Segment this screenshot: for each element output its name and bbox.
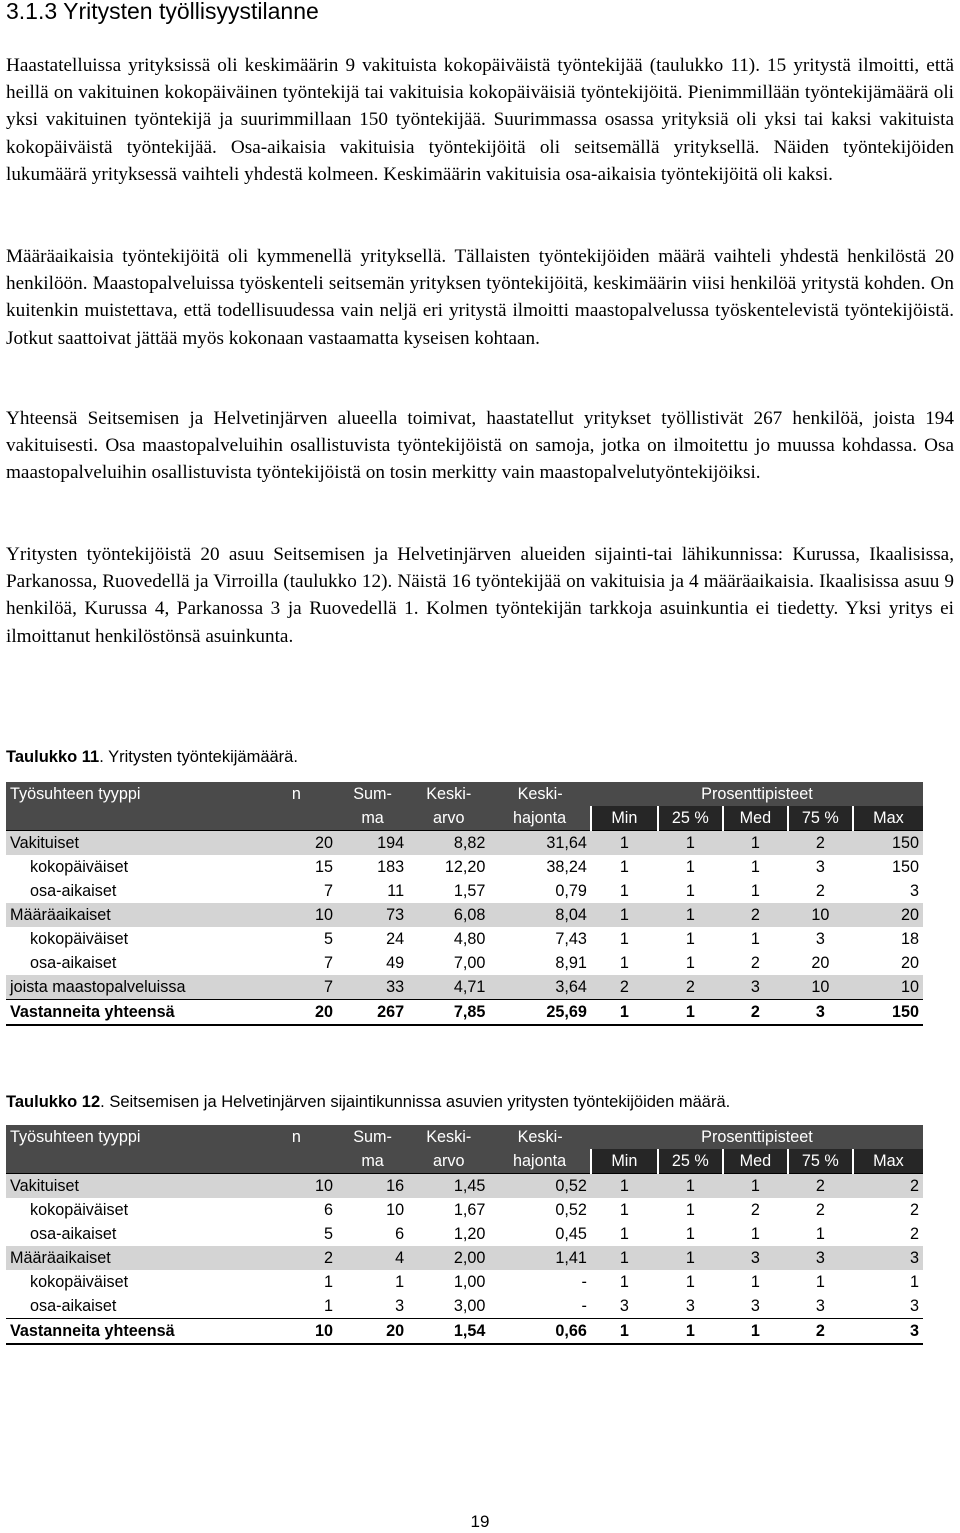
header-n: n	[256, 782, 337, 806]
cell-n: 7	[324, 881, 334, 900]
cell-p25: 1	[685, 1200, 695, 1219]
cell-sd: -	[581, 1272, 587, 1291]
cell-avg: 1,45	[408, 1174, 489, 1199]
cell-label: joista maastopalveluissa	[6, 975, 256, 1000]
cell-sum: 6	[395, 1224, 405, 1243]
cell-min: 1	[619, 857, 629, 876]
table-11	[6, 782, 923, 1026]
table-row	[6, 855, 923, 879]
cell-p25: 1	[658, 831, 723, 856]
table-row	[6, 951, 923, 975]
cell-p75: 20	[811, 953, 830, 972]
cell-sd: 31,64	[489, 831, 591, 856]
cell-avg: 1,67	[453, 1200, 486, 1219]
cell-sd: 7,43	[555, 929, 587, 948]
cell-p25: 1	[658, 1000, 723, 1026]
cell-med: 1	[750, 1224, 760, 1243]
header-prosenttipisteet: Prosenttipisteet	[591, 1125, 923, 1149]
cell-max: 150	[891, 857, 919, 876]
paragraph-2: Määräaikaisia työntekijöitä oli kymmenellä yrityksellä. Tällaisten työntekijöiden määrä vaihteli yhdestä henkilöstä 20 henkilöön. Maastopalveluissa työskenteli seitsemän yrityksen työntekijöitä, keskimäärin viisi henkilöä yritystä kohden. On kuitenkin muistettava, että todellisuudessa vain neljä eri yritystä ilmoitti maastopalvelussa työskentelevistä työntekijöistä. Jotkut saattoivat jättää myös kokonaan vastaamatta kyseisen kohtaan.	[6, 246, 954, 349]
table-row	[6, 1294, 923, 1319]
cell-avg: 1,20	[453, 1224, 486, 1243]
cell-max: 1	[909, 1272, 919, 1291]
header-keskiarvo-2: arvo	[408, 806, 489, 831]
cell-sd: 3,64	[489, 975, 591, 1000]
cell-med: 1	[723, 1319, 788, 1345]
header-med: Med	[723, 1149, 788, 1174]
cell-min: 3	[619, 1296, 629, 1315]
header-summa-2: ma	[337, 1149, 408, 1174]
cell-p75: 1	[815, 1224, 825, 1243]
cell-n: 6	[324, 1200, 334, 1219]
cell-p75: 2	[815, 1200, 825, 1219]
cell-p25: 1	[658, 1174, 723, 1199]
cell-sum: 16	[337, 1174, 408, 1199]
header-p75: 75 %	[788, 806, 853, 831]
cell-sum: 194	[337, 831, 408, 856]
cell-label: osa-aikaiset	[30, 881, 117, 900]
cell-p75: 2	[788, 1319, 853, 1345]
cell-sd: 38,24	[546, 857, 587, 876]
cell-n: 20	[256, 831, 337, 856]
cell-avg: 3,00	[453, 1296, 486, 1315]
cell-avg: 2,00	[408, 1246, 489, 1270]
table-row	[6, 1222, 923, 1246]
cell-min: 1	[591, 1246, 658, 1270]
paragraph-3: Yhteensä Seitsemisen ja Helvetinjärven alueella toimivat, haastatellut yritykset työllistivät 267 henkilöä, joista 194 vakituisesti. Osa maastopalveluihin osallistuvista työntekijöistä on samoja, jotka on ilmoitettu jo muussa kohdassa. Osa maastopalveluihin osallistuvista työntekijöistä on tosin merkitty vain maastopalvelutyöntekijöiksi.	[6, 408, 954, 484]
cell-med: 1	[750, 929, 760, 948]
cell-avg: 4,80	[453, 929, 486, 948]
cell-p25: 1	[685, 857, 695, 876]
header-min: Min	[591, 806, 658, 831]
cell-label: Määräaikaiset	[6, 1246, 256, 1270]
cell-p25: 1	[685, 881, 695, 900]
cell-min: 1	[591, 1000, 658, 1026]
cell-p75: 10	[788, 975, 853, 1000]
cell-n: 10	[256, 903, 337, 927]
section-heading: 3.1.3 Yritysten työllisyystilanne	[6, 0, 319, 24]
cell-label: kokopäiväiset	[30, 857, 129, 876]
total-row	[6, 1319, 923, 1345]
cell-max: 150	[853, 831, 923, 856]
header-min: Min	[591, 1149, 658, 1174]
cell-p25: 1	[685, 929, 695, 948]
cell-label: Vakituiset	[6, 1174, 256, 1199]
table-row	[6, 1174, 923, 1199]
cell-label: kokopäiväiset	[30, 1272, 129, 1291]
total-row	[6, 1000, 923, 1026]
header-keskihajonta-2: hajonta	[489, 806, 591, 831]
cell-label: osa-aikaiset	[30, 1224, 117, 1243]
cell-p25: 1	[658, 903, 723, 927]
table-row	[6, 927, 923, 951]
header-keskihajonta-2: hajonta	[489, 1149, 591, 1174]
header-n: n	[256, 1125, 337, 1149]
cell-sd: 0,52	[555, 1200, 587, 1219]
table-12-caption-label: Taulukko 12	[6, 1093, 101, 1111]
table-row	[6, 1246, 923, 1270]
cell-min: 2	[591, 975, 658, 1000]
cell-n: 7	[324, 953, 334, 972]
cell-p75: 3	[815, 1296, 825, 1315]
cell-max: 2	[909, 1200, 919, 1219]
cell-avg: 6,08	[408, 903, 489, 927]
cell-med: 3	[723, 1246, 788, 1270]
table-12	[6, 1125, 923, 1345]
cell-avg: 7,85	[408, 1000, 489, 1026]
cell-p25: 1	[685, 953, 695, 972]
cell-med: 2	[750, 1200, 760, 1219]
cell-max: 3	[853, 1319, 923, 1345]
cell-n: 5	[324, 929, 334, 948]
cell-med: 3	[750, 1296, 760, 1315]
cell-med: 1	[723, 1174, 788, 1199]
table-11-caption	[6, 748, 298, 767]
cell-min: 1	[591, 831, 658, 856]
cell-max: 3	[909, 881, 919, 900]
cell-min: 1	[591, 903, 658, 927]
cell-label: Vakituiset	[6, 831, 256, 856]
header-keskiarvo: Keski-	[408, 1125, 489, 1149]
cell-sum: 24	[386, 929, 405, 948]
cell-med: 1	[723, 831, 788, 856]
cell-sum: 11	[387, 881, 405, 900]
cell-avg: 12,20	[444, 857, 486, 876]
cell-label: Määräaikaiset	[6, 903, 256, 927]
cell-n: 1	[324, 1272, 334, 1291]
cell-sum: 1	[395, 1272, 405, 1291]
cell-min: 1	[619, 953, 629, 972]
paragraph-4: Yritysten työntekijöistä 20 asuu Seitsemisen ja Helvetinjärven alueiden sijainti-tai lähikunnissa: Kurussa, Ikaalisissa, Parkanossa, Ruovedellä ja Virroilla (taulukko 12). Näistä 16 työntekijää on vakituisia ja 4 määräaikaisia. Ikaalisissa asuu 9 henkilöä, Kurussa 4, Parkanossa 3 ja Ruovedellä 1. Kolmen työntekijän tarkkoja asuinkuntia ei tiedetty. Yksi yritys ei ilmoittanut henkilöstönsä asuinkunta.	[6, 544, 954, 647]
cell-p25: 1	[685, 1272, 695, 1291]
cell-max: 20	[853, 903, 923, 927]
cell-sd: 8,04	[489, 903, 591, 927]
cell-med: 3	[723, 975, 788, 1000]
cell-sum: 73	[337, 903, 408, 927]
cell-min: 1	[619, 1272, 629, 1291]
table-row	[6, 1198, 923, 1222]
cell-n: 10	[256, 1174, 337, 1199]
cell-max: 2	[909, 1224, 919, 1243]
cell-max: 3	[853, 1246, 923, 1270]
cell-label: Vastanneita yhteensä	[6, 1319, 256, 1345]
cell-p75: 2	[788, 1174, 853, 1199]
cell-p25: 1	[658, 1319, 723, 1345]
header-max: Max	[853, 1149, 923, 1174]
cell-label: kokopäiväiset	[30, 1200, 129, 1219]
cell-sd: -	[581, 1296, 587, 1315]
header-max: Max	[853, 806, 923, 831]
table-row	[6, 903, 923, 927]
cell-n: 5	[324, 1224, 334, 1243]
cell-p75: 2	[788, 831, 853, 856]
cell-med: 2	[723, 903, 788, 927]
cell-med: 2	[750, 953, 760, 972]
cell-label: Vastanneita yhteensä	[6, 1000, 256, 1026]
cell-max: 3	[909, 1296, 919, 1315]
cell-label: osa-aikaiset	[30, 1296, 117, 1315]
cell-n: 2	[256, 1246, 337, 1270]
header-type: Työsuhteen tyyppi	[6, 1125, 256, 1149]
cell-min: 1	[619, 1200, 629, 1219]
cell-p75: 1	[815, 1272, 825, 1291]
cell-p25: 2	[658, 975, 723, 1000]
cell-p75: 3	[788, 1000, 853, 1026]
cell-n: 7	[256, 975, 337, 1000]
cell-sum: 183	[377, 857, 405, 876]
cell-min: 1	[591, 1174, 658, 1199]
cell-min: 1	[619, 1224, 629, 1243]
header-keskihajonta: Keski-	[489, 782, 591, 806]
cell-n: 15	[315, 857, 334, 876]
header-p75: 75 %	[788, 1149, 853, 1174]
cell-avg: 1,54	[408, 1319, 489, 1345]
table-row	[6, 879, 923, 903]
cell-med: 1	[750, 881, 760, 900]
cell-p75: 3	[815, 929, 825, 948]
cell-n: 10	[256, 1319, 337, 1345]
cell-sd: 25,69	[489, 1000, 591, 1026]
header-p25: 25 %	[658, 806, 723, 831]
cell-sd: 0,79	[555, 881, 587, 900]
cell-med: 1	[750, 857, 760, 876]
header-keskiarvo-2: arvo	[408, 1149, 489, 1174]
header-type: Työsuhteen tyyppi	[6, 782, 256, 806]
cell-sd: 0,66	[489, 1319, 591, 1345]
table-row	[6, 975, 923, 1000]
cell-min: 1	[591, 1319, 658, 1345]
cell-p75: 3	[788, 1246, 853, 1270]
table-12-caption-text: . Seitsemisen ja Helvetinjärven sijaintikunnissa asuvien yritysten työntekijöiden määrä.	[100, 1093, 731, 1111]
header-summa: Sum-	[337, 1125, 408, 1149]
cell-p75: 3	[815, 857, 825, 876]
cell-label: osa-aikaiset	[30, 953, 117, 972]
cell-n: 20	[256, 1000, 337, 1026]
cell-sum: 4	[337, 1246, 408, 1270]
cell-sum: 267	[337, 1000, 408, 1026]
header-med: Med	[723, 806, 788, 831]
cell-sum: 3	[395, 1296, 405, 1315]
cell-med: 1	[750, 1272, 760, 1291]
cell-max: 10	[853, 975, 923, 1000]
cell-label: kokopäiväiset	[30, 929, 129, 948]
cell-min: 1	[619, 881, 629, 900]
cell-avg: 4,71	[408, 975, 489, 1000]
header-p25: 25 %	[658, 1149, 723, 1174]
cell-avg: 1,00	[453, 1272, 486, 1291]
header-prosenttipisteet: Prosenttipisteet	[591, 782, 923, 806]
cell-avg: 8,82	[408, 831, 489, 856]
header-keskiarvo: Keski-	[408, 782, 489, 806]
cell-p75: 2	[815, 881, 825, 900]
cell-sum: 20	[337, 1319, 408, 1345]
cell-max: 20	[900, 953, 919, 972]
cell-sd: 0,45	[555, 1224, 587, 1243]
table-11-caption-label: Taulukko 11	[6, 748, 100, 766]
table-12-caption	[6, 1093, 730, 1112]
cell-sd: 1,41	[489, 1246, 591, 1270]
cell-min: 1	[619, 929, 629, 948]
cell-max: 2	[853, 1174, 923, 1199]
cell-max: 18	[900, 929, 919, 948]
header-summa-2: ma	[337, 806, 408, 831]
header-keskihajonta: Keski-	[489, 1125, 591, 1149]
page-number: 19	[470, 1512, 490, 1531]
cell-n: 1	[324, 1296, 334, 1315]
table-row	[6, 831, 923, 856]
cell-p25: 3	[685, 1296, 695, 1315]
cell-p25: 1	[685, 1224, 695, 1243]
paragraph-1: Haastatelluissa yrityksissä oli keskimäärin 9 vakituista kokopäiväistä työntekijää (taulukko 11). 15 yritystä ilmoitti, että heillä on vakituinen kokopäiväinen työntekijä tai vakituisia kokopäiväisiä työntekijöitä. Pienimmillään työntekijämäärä oli yksi vakituinen työntekijä ja suurimmillaan 150 työntekijää. Suurimmassa osassa yrityksiä oli yksi tai kaksi vakituista kokopäiväistä työntekijää. Osa-aikaisia vakituisia työntekijöitä oli seitsemällä yrityksellä. Näiden työntekijöiden lukumäärä yrityksessä vaihteli yhdestä kolmeen. Keskimäärin vakituisia osa-aikaisia työntekijöitä oli kaksi.	[6, 55, 954, 185]
cell-max: 150	[853, 1000, 923, 1026]
cell-sum: 10	[386, 1200, 405, 1219]
cell-med: 2	[723, 1000, 788, 1026]
table-row	[6, 1270, 923, 1294]
cell-p75: 10	[788, 903, 853, 927]
cell-sum: 49	[386, 953, 405, 972]
header-summa: Sum-	[337, 782, 408, 806]
cell-p25: 1	[658, 1246, 723, 1270]
cell-avg: 1,57	[453, 881, 486, 900]
cell-sd: 0,52	[489, 1174, 591, 1199]
cell-avg: 7,00	[453, 953, 486, 972]
cell-sd: 8,91	[555, 953, 587, 972]
table-11-caption-text: . Yritysten työntekijämäärä.	[99, 748, 298, 766]
cell-sum: 33	[337, 975, 408, 1000]
